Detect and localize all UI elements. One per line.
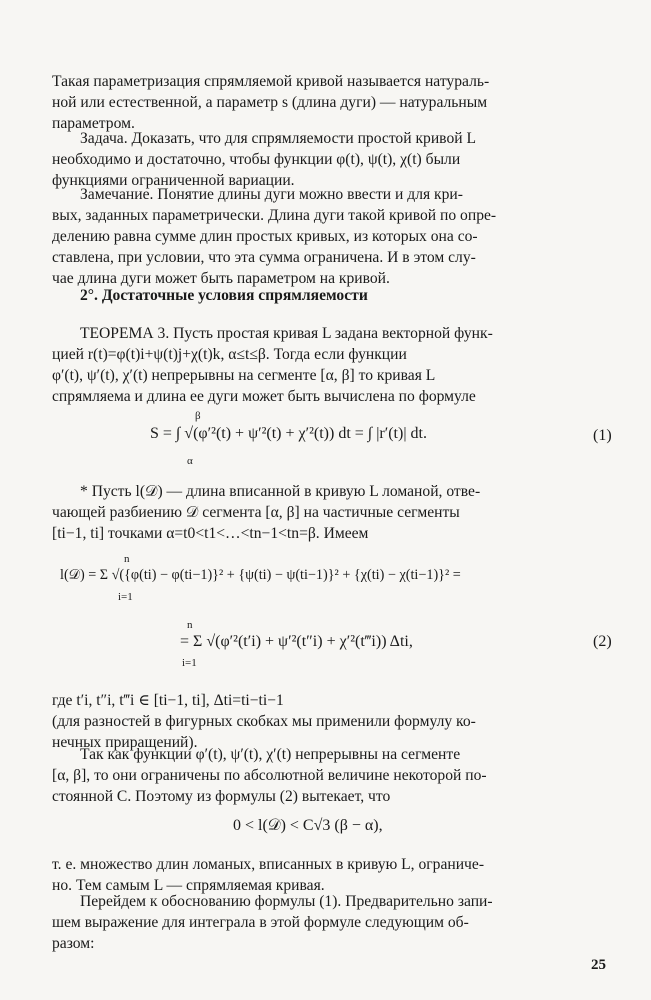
text-line: функциями ограниченной вариации. [52, 172, 295, 189]
paragraph-task [52, 128, 614, 191]
formula-2-line-1: l(𝒟) = Σ √({φ(ti) − φ(ti−1)}² + {ψ(ti) − ψ(ti−1)}² + {χ(ti) − χ(ti−1)}² = [60, 567, 461, 583]
text-line: Так как функции φ′(t), ψ′(t), χ′(t) непрерывны на сегменте [80, 746, 461, 763]
text-line: (для разностей в фигурных скобках мы применили формулу ко- [52, 713, 476, 730]
paragraph-parametrization [52, 71, 614, 134]
text-line: φ′(t), ψ′(t), χ′(t) непрерывны на сегменте [α, β] то кривая L [52, 367, 436, 384]
text-line: [α, β], то они ограничены по абсолютной величине некоторой по- [52, 767, 487, 784]
text-line: Перейдем к обоснованию формулы (1). Предварительно запи- [80, 893, 493, 910]
sum-upper-limit: n [124, 553, 130, 565]
text-line: где t′i, t″i, t‴i ∈ [ti−1, ti], Δti=ti−ti−1 [52, 692, 284, 709]
text-line: параметром. [52, 115, 135, 132]
text-line: цией r(t)=φ(t)i+ψ(t)j+χ(t)k, α≤t≤β. Тогда если функции [52, 346, 407, 363]
text-line: чае длина дуги может быть параметром на кривой. [52, 270, 390, 287]
formula-inequality: 0 < l(𝒟) < C√3 (β − α), [233, 817, 383, 834]
text-line: [ti−1, ti] точками α=t0<t1<…<tn−1<tn=β. Имеем [52, 525, 369, 542]
section-heading: 2°. Достаточные условия спрямляемости [80, 287, 368, 304]
page-number: 25 [591, 957, 606, 973]
text-line: делению равна сумме длин простых кривых, из которых она со- [52, 228, 478, 245]
text-line: * Пусть l(𝒟) — длина вписанной в кривую L ломаной, отве- [80, 483, 481, 500]
text-line: чающей разбиению 𝒟 сегмента [α, β] на частичные сегменты [52, 504, 460, 521]
formula-2-line-2: = Σ √(φ′²(t′i) + ψ′²(t″i) + χ′²(t‴i)) Δti, [180, 633, 413, 650]
paragraph-conclusion [52, 854, 614, 896]
integral-lower-limit: α [187, 455, 193, 467]
text-line: необходимо и достаточно, чтобы функции φ(t), ψ(t), χ(t) были [52, 151, 461, 168]
text-line: т. е. множество длин ломаных, вписанных в кривую L, ограниче- [52, 856, 485, 873]
equation-number-2: (2) [593, 633, 612, 650]
equation-number-1: (1) [593, 427, 612, 444]
sum-lower-limit-2: i=1 [182, 657, 197, 669]
text-line: спрямляема и длина ее дуги может быть вычислена по формуле [52, 388, 476, 405]
text-line: ставлена, при условии, что эта сумма ограничена. И в этом слу- [52, 249, 476, 266]
sum-upper-limit-2: n [187, 619, 193, 631]
theorem-statement [52, 323, 614, 407]
sum-lower-limit: i=1 [118, 591, 133, 603]
proof-start [52, 481, 614, 544]
paragraph-remark [52, 184, 614, 289]
text-line: вых, заданных параметрически. Длина дуги такой кривой по опре- [52, 207, 497, 224]
text-line: Задача. Доказать, что для спрямляемости простой кривой L [80, 130, 477, 147]
text-line: стоянной C. Поэтому из формулы (2) вытекает, что [52, 788, 391, 805]
integral-upper-limit: β [195, 410, 201, 422]
text-line: шем выражение для интеграла в этой формуле следующим об- [52, 914, 469, 931]
formula-1: S = ∫ √(φ′²(t) + ψ′²(t) + χ′²(t)) dt = ∫ |r′(t)| dt. [150, 425, 427, 442]
text-line: нечных приращений). [52, 734, 198, 751]
text-line: ной или естественной, а параметр s (длина дуги) — натуральным [52, 94, 488, 111]
text-line: но. Тем самым L — спрямляемая кривая. [52, 877, 325, 894]
text-line: разом: [52, 935, 95, 952]
text-line: ТЕОРЕМА 3. Пусть простая кривая L задана векторной функ- [80, 325, 493, 342]
text-line: Такая параметризация спрямляемой кривой называется натураль- [52, 73, 490, 90]
text-line: Замечание. Понятие длины дуги можно ввести и для кри- [80, 186, 463, 203]
paragraph-boundedness [52, 744, 614, 807]
paragraph-next [52, 891, 614, 954]
